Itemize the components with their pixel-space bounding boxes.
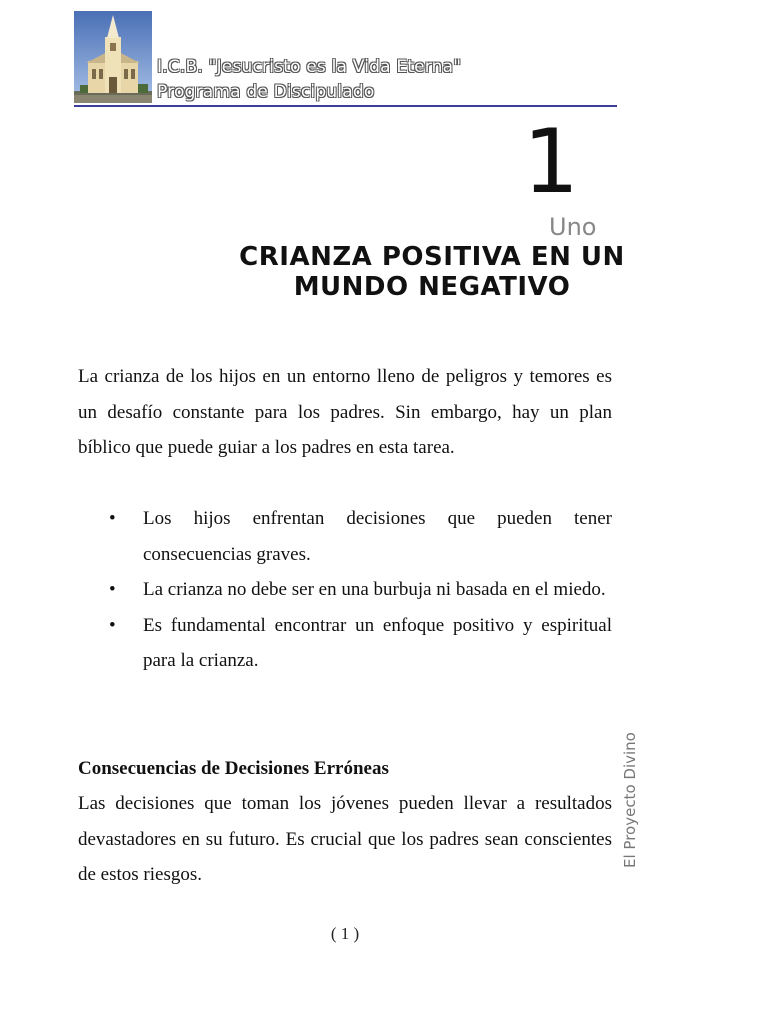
bullet-icon: • — [109, 508, 116, 529]
list-item-text: Los hijos enfrentan decisiones que pueden tener consecuencias graves. — [143, 508, 612, 565]
section-heading: Consecuencias de Decisiones Erróneas — [78, 758, 389, 779]
header-org-title: I.C.B. "Jesucristo es la Vida Eterna" — [157, 57, 462, 77]
chapter-number-word: Uno — [549, 213, 597, 241]
list-item — [78, 608, 612, 679]
church-image — [74, 11, 152, 103]
header-program: Programa de Discipulado — [157, 82, 375, 102]
header-divider — [74, 105, 617, 107]
list-item-text: La crianza no debe ser en una burbuja ni basada en el miedo. — [143, 579, 606, 600]
chapter-title — [210, 242, 654, 302]
chapter-title-line-1: CRIANZA POSITIVA EN UN — [239, 242, 625, 272]
bullet-icon: • — [109, 579, 116, 600]
bullet-list — [78, 501, 612, 679]
chapter-number: 1 — [523, 110, 579, 213]
intro-paragraph: La crianza de los hijos en un entorno lleno de peligros y temores es un desafío constante para los padres. Sin embargo, hay un plan bíblico que puede guiar a los padres en esta tarea. — [78, 366, 612, 458]
list-item-text: Es fundamental encontrar un enfoque positivo y espiritual para la crianza. — [143, 614, 612, 671]
page-header — [74, 11, 617, 108]
list-item — [78, 572, 612, 608]
page-number: ( 1 ) — [330, 924, 360, 943]
chapter-title-line-2: MUNDO NEGATIVO — [293, 272, 571, 302]
side-watermark-text: El Proyecto Divino — [621, 732, 639, 868]
section-paragraph: Las decisiones que toman los jóvenes pueden llevar a resultados devastadores en su futuro. Es crucial que los padres sean conscientes de estos riesgos. — [78, 793, 612, 885]
bullet-icon: • — [109, 614, 116, 636]
list-item — [78, 501, 612, 572]
